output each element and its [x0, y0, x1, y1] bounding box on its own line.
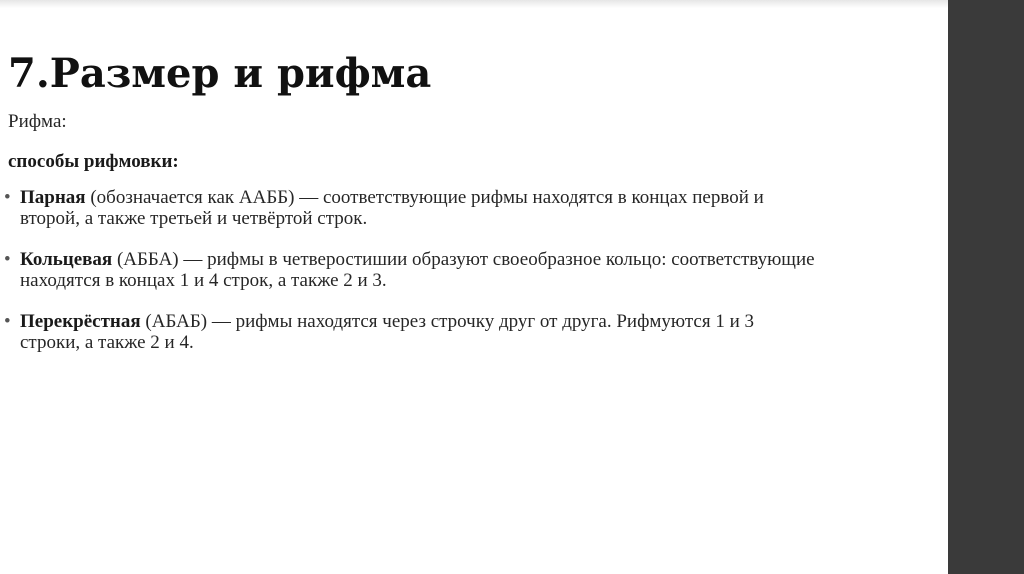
bullet-marker: •	[4, 249, 11, 270]
rhyme-methods-label: способы рифмовки:	[8, 151, 179, 172]
right-sidebar	[948, 0, 1024, 574]
slide-title: 7.Размер и рифма	[8, 50, 432, 97]
bullet-marker: •	[4, 311, 11, 332]
list-item-text	[20, 249, 935, 291]
list-item-line-2: второй, а также третьей и четвёртой строк.	[20, 208, 368, 229]
list-item-text	[20, 311, 935, 353]
list-item-line-1	[20, 187, 935, 208]
rhyme-description: (АБАБ) — рифмы находятся через строчку друг от друга. Рифмуются 1 и 3	[140, 311, 754, 332]
list-item-line-2: находятся в концах 1 и 4 строк, а также 2 и 3.	[20, 270, 387, 291]
rhyme-description: (обозначается как ААББ) — соответствующие рифмы находятся в концах первой и	[85, 187, 764, 208]
list-item-line-1	[20, 311, 935, 332]
list-item-line-1	[20, 249, 935, 270]
rhyme-term: Кольцевая	[20, 249, 113, 270]
rhyme-label: Рифма:	[8, 111, 67, 132]
bullet-marker: •	[4, 187, 11, 208]
rhyme-description: (АББА) — рифмы в четверостишии образуют своеобразное кольцо: соответствующие	[112, 249, 815, 270]
list-item-text	[20, 187, 935, 229]
rhyme-term: Перекрёстная	[20, 311, 141, 332]
rhyme-term: Парная	[20, 187, 86, 208]
list-item-line-2: строки, а также 2 и 4.	[20, 332, 194, 353]
